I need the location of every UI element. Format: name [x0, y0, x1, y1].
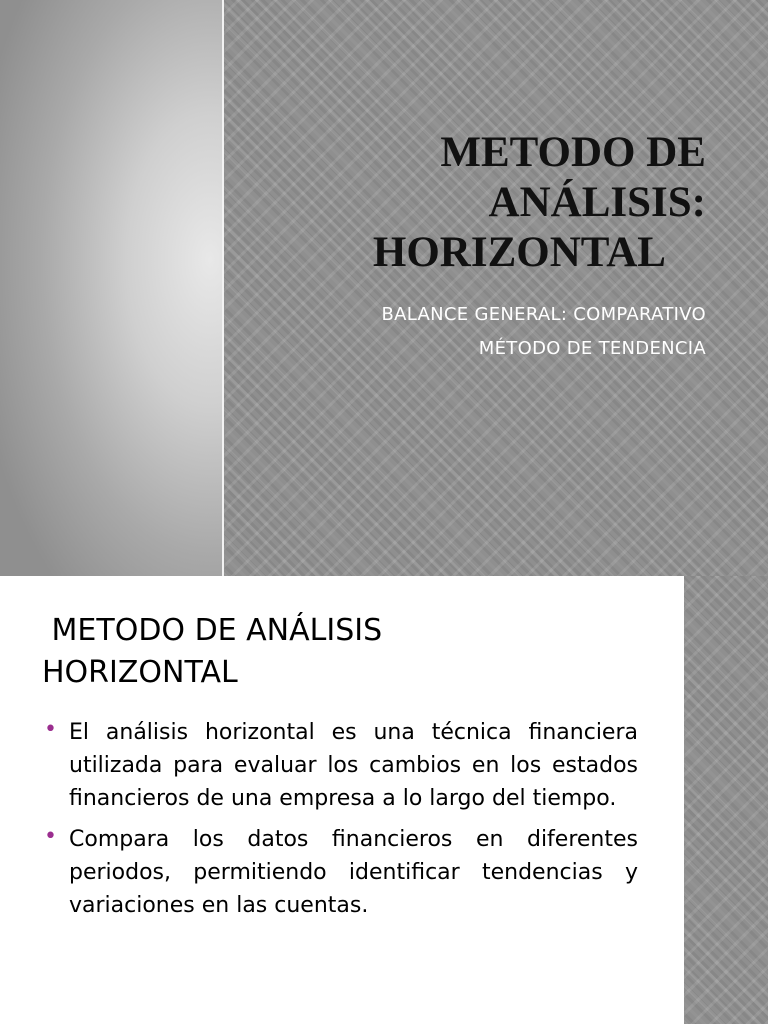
slide-subtitle — [246, 298, 706, 366]
bullet-list — [42, 716, 638, 930]
slide-title — [286, 128, 706, 278]
bullet-text: Compara los datos financieros en diferentes periodos, permitiendo identificar tendencias y variaciones en las cuentas. — [69, 827, 638, 918]
bullet-icon: • — [44, 824, 57, 849]
patterned-panel — [224, 0, 768, 576]
slide-title-line-3: HORIZONTAL — [372, 229, 666, 276]
bullet-item — [42, 716, 638, 815]
gradient-panel — [0, 0, 222, 576]
slide-title-line-2: ANÁLISIS: — [488, 179, 706, 226]
bullet-icon: • — [44, 717, 57, 742]
subtitle-line-1: BALANCE GENERAL: COMPARATIVO — [381, 304, 706, 325]
content-slide — [0, 576, 768, 1024]
subtitle-line-2: MÉTODO DE TENDENCIA — [478, 338, 706, 359]
content-title-line-2: HORIZONTAL — [42, 655, 238, 690]
patterned-strip — [684, 576, 768, 1024]
content-title-line-1: METODO DE ANÁLISIS — [42, 613, 383, 648]
bullet-text: El análisis horizontal es una técnica financiera utilizada para evaluar los cambios en los estados financieros de una empresa a lo largo del tiempo. — [69, 720, 638, 811]
bullet-item — [42, 823, 638, 922]
slide-title-line-1: METODO DE — [440, 129, 706, 176]
content-title — [42, 610, 642, 694]
